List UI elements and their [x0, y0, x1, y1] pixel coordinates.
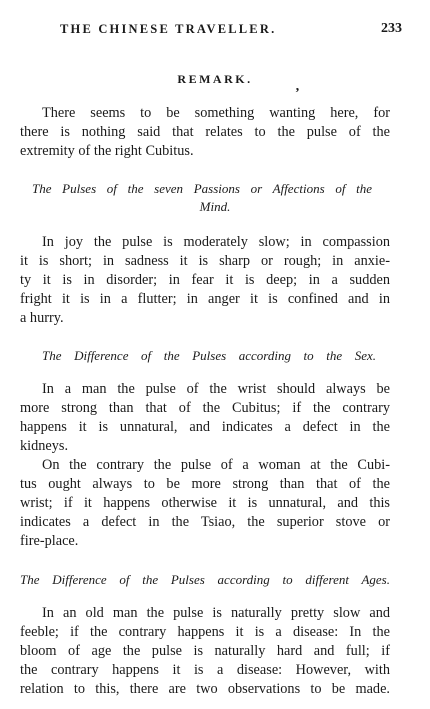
remark-line: extremity of the right Cubitus. — [20, 143, 194, 159]
paragraph-line: feeble; if the contrary happens it is a disease: In the — [20, 624, 390, 640]
remark-heading: REMARK. — [177, 72, 253, 86]
paragraph-line: ty it is in disorder; in fear it is deep; in a sudden — [20, 272, 390, 288]
paragraph-line: In an old man the pulse is naturally pretty slow and — [42, 605, 390, 621]
paragraph-line: wrist; if it happens otherwise it is unnatural, and this — [20, 495, 390, 511]
paragraph-line: In a man the pulse of the wrist should always be — [42, 381, 390, 397]
paragraph-line: indicates a defect in the Tsiao, the superior stove or — [20, 514, 390, 530]
section-title: The Difference of the Pulses according to different Ages. — [20, 572, 390, 587]
paragraph-line: happens it is unnatural, and indicates a defect in the — [20, 419, 390, 435]
section-title: The Pulses of the seven Passions or Affections of the — [32, 181, 372, 196]
paragraph-line: tus ought always to be more strong than that of the — [20, 476, 390, 492]
paragraph-line: kidneys. — [20, 438, 69, 454]
paragraph-line: the contrary happens it is a disease: However, with — [20, 662, 390, 678]
paragraph-line: a hurry. — [20, 310, 64, 326]
paragraph-line: fire-place. — [20, 533, 79, 549]
section-title: Mind. — [199, 199, 231, 214]
paragraph-line: relation to this, there are two observations to be made. — [20, 681, 390, 697]
remark-line: there is nothing said that relates to the pulse of the — [20, 124, 390, 140]
running-head-title: THE CHINESE TRAVELLER. — [60, 22, 277, 36]
paragraph-line: In joy the pulse is moderately slow; in compassion — [42, 234, 390, 250]
page-number: 233 — [381, 21, 402, 36]
paragraph-line: On the contrary the pulse of a woman at the Cubi- — [42, 457, 390, 473]
paragraph-line: more strong than that of the Cubitus; if the contrary — [20, 400, 390, 416]
paragraph-line: bloom of age the pulse is naturally hard and full; if — [20, 643, 390, 659]
remark-line: There seems to be something wanting here, for — [42, 105, 390, 121]
paragraph-line: it is short; in sadness it is sharp or rough; in anxie- — [20, 253, 390, 269]
paragraph-line: fright it is in a flutter; in anger it is confined and in — [20, 291, 390, 307]
section-title: The Difference of the Pulses according to the Sex. — [42, 348, 376, 363]
stray-ink-mark: ʼ — [295, 86, 300, 101]
